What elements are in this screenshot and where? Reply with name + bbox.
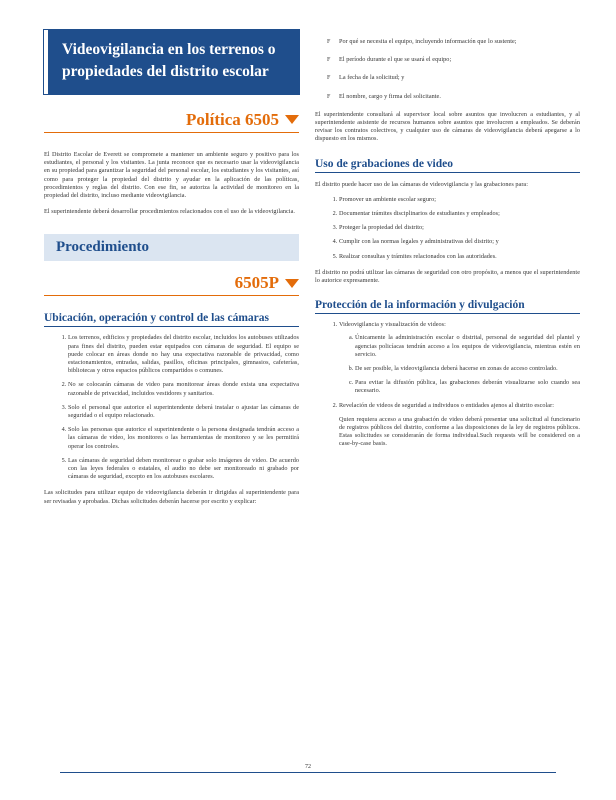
- right-column: [315, 38, 580, 455]
- section-heading: Ubicación, operación y control de las cámaras: [44, 312, 299, 327]
- procedure-header: [44, 273, 299, 296]
- policy-paragraph: El Distrito Escolar de Everett se compromete a mantener un ambiente seguro y positivo para los estudiantes, el personal y los visitantes. La junta reconoce que es necesario usar la videovigilancia en su propiedad para garantizar la seguridad del personal escolar, los estudiantes y los visitantes, así como para proteger la propiedad del distrito y ayudar en la aplicación de las políticas, procedimientos y reglas del distrito. Con ese fin, se autoriza la actividad de monitoreo en la propiedad del distrito, incluso mediante videovigilancia.: [44, 150, 299, 199]
- section-paragraph: Quien requiera acceso a una grabación de video deberá presentar una solicitud al funcionario de registros públicos del distrito, conforme a las disposiciones de la ley de registros públicos. Estas solicitudes se considerarán de forma individual.Such requests will be considered on a case-by-case basis.: [339, 415, 580, 448]
- section-paragraph: El distrito no podrá utilizar las cámaras de seguridad con otro propósito, a menos que el superintendente lo autorice expresamente.: [315, 268, 580, 285]
- list-item-label: Videovigilancia y visualización de videos:: [339, 321, 446, 329]
- sub-list-item: b. De ser posible, la videovigilancia deberá hacerse en zonas de acceso controlado.: [355, 365, 580, 373]
- policy-header: [44, 110, 299, 133]
- section-paragraph: Las solicitudes para utilizar equipo de videovigilancia deberán ir dirigidas al superintendente para ser revisadas y aprobadas. Dichas solicitudes deberán hacerse por escrito y explicar:: [44, 489, 299, 505]
- list-item: [339, 321, 580, 395]
- sub-list-item: a. Únicamente la administración escolar o distrital, personal de seguridad del plantel y agencias policíacas tendrán acceso a los equipos de videovigilancia, mientras estén en servicio.: [355, 334, 580, 359]
- section-heading: Uso de grabaciones de video: [315, 158, 580, 173]
- page-number: 72: [305, 764, 311, 770]
- list-item: F Por qué se necesita el equipo, incluyendo información que lo sustente;: [315, 38, 580, 46]
- list-item: 1. Promover un ambiente escolar seguro;: [339, 196, 580, 204]
- list-item: 3. Solo el personal que autorice el superintendente deberá instalar o ajustar las cámaras de seguridad o el equipo relacionado.: [68, 404, 299, 420]
- footer-divider: [60, 772, 556, 773]
- triangle-down-icon: [285, 115, 299, 124]
- sub-list-item: c. Para evitar la difusión pública, las grabaciones deberán visualizarse solo cuando sea necesario.: [355, 379, 580, 395]
- page-title: Videovigilancia en los terrenos o propiedades del distrito escolar: [44, 30, 299, 94]
- list-item: 5. Realizar consultas y trámites relacionados con las autoridades.: [339, 253, 580, 261]
- policy-paragraph: El superintendente deberá desarrollar procedimientos relacionados con el uso de la videovigilancia.: [44, 208, 295, 216]
- data-protection-list: [315, 321, 580, 448]
- list-item-label: Revelación de videos de seguridad a individuos o entidades ajenos al distrito escolar:: [339, 401, 554, 409]
- request-requirements-list: [315, 38, 580, 101]
- section-heading: Protección de la información y divulgación: [315, 299, 580, 314]
- list-item: 2. No se colocarán cámaras de video para monitorear áreas donde exista una expectativa razonable de privacidad, incluidos vestidores y sanitarios.: [68, 381, 299, 397]
- video-uses-list: [315, 196, 580, 261]
- list-item: F El período durante el que se usará el equipo;: [315, 56, 580, 64]
- list-item: 2. Documentar trámites disciplinarios de estudiantes y empleados;: [339, 210, 580, 218]
- procedure-number: 6505P: [234, 273, 279, 293]
- left-column: [44, 30, 299, 506]
- list-item: 5. Las cámaras de seguridad deben monitorear o grabar solo imágenes de video. De acuerdo con las leyes federales o estatales, el audio no debe ser monitoreado ni grabado por cámaras de seguridad, excepto en los autobuses escolares.: [68, 457, 299, 482]
- policy-number: Política 6505: [185, 109, 279, 129]
- list-item: F El nombre, cargo y firma del solicitante.: [315, 93, 580, 101]
- section-paragraph: El distrito puede hacer uso de las cámaras de videovigilancia y las grabaciones para:: [315, 180, 528, 188]
- sub-list: [339, 334, 580, 395]
- camera-rules-list: [44, 334, 299, 481]
- list-item: 4. Cumplir con las normas legales y administrativas del distrito; y: [339, 238, 580, 246]
- triangle-down-icon: [285, 279, 299, 288]
- section-paragraph: El superintendente consultará al supervisor local sobre asuntos que involucren a estudiantes, y al superintendente asistente de recursos humanos sobre asuntos que involucren a empleados. Se deberán revisar los contratos colectivos, y cualquier uso de cámaras de videovigilancia deberá apegarse a lo dispuesto en los mismos.: [315, 110, 580, 143]
- list-item: F La fecha de la solicitud; y: [315, 74, 580, 82]
- list-item: 1. Los terrenos, edificios y propiedades del distrito escolar, incluidos los autobuses utilizados para fines del distrito, pueden estar equipados con cámaras de seguridad. El equipo se puede colocar en áreas donde no hay una expectativa razonable de privacidad, como estacionamientos, entradas, salidas, pasillos, oficinas principales, gimnasios, cafeterías, bibliotecas y otros espacios públicos compartidos o comunes.: [68, 334, 299, 375]
- list-item: [339, 402, 580, 449]
- list-item: 3. Proteger la propiedad del distrito;: [339, 224, 580, 232]
- procedure-title: Procedimiento: [44, 234, 299, 261]
- list-item: 4. Solo las personas que autorice el superintendente o la persona designada tendrán acceso a las cámaras de video, los monitores o las herramientas de monitoreo y se les permitirá operar los controles.: [68, 426, 299, 451]
